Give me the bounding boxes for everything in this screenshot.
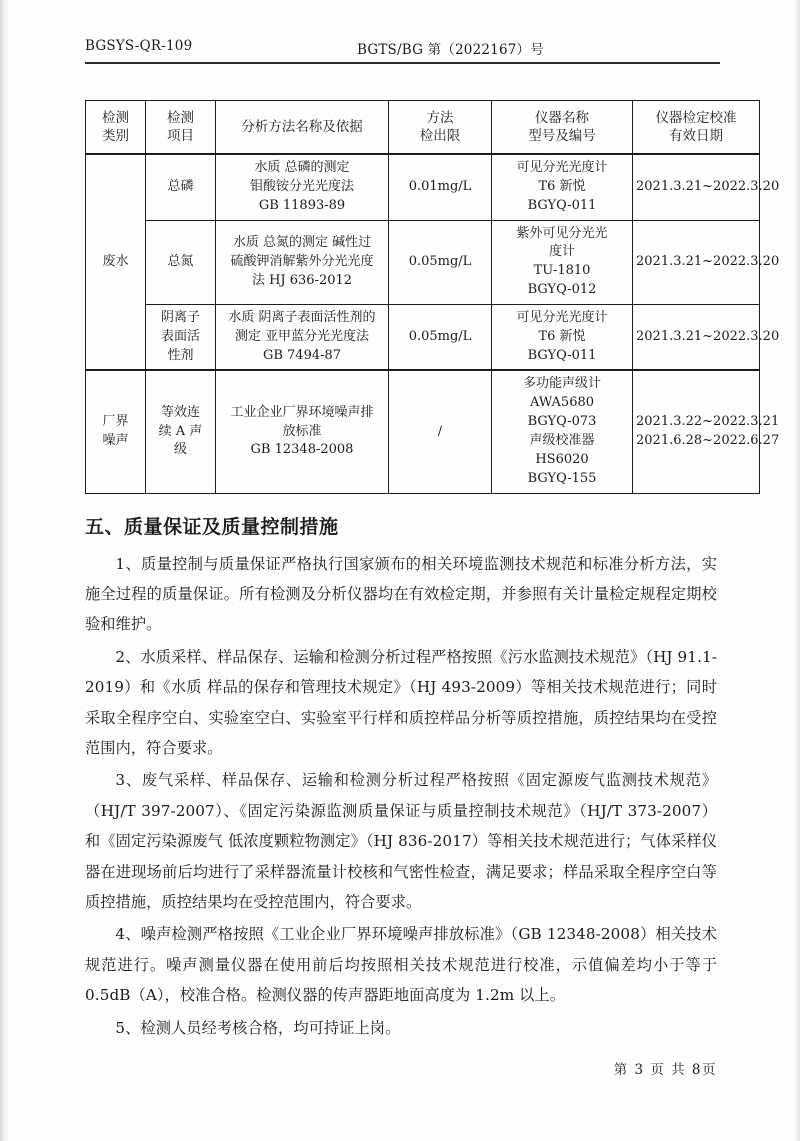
table-header-row [86, 101, 760, 155]
header-rule [85, 62, 720, 64]
col-header-item-line2: 项目 [167, 128, 194, 144]
cell-method [216, 220, 389, 304]
cell-category-boundary-noise [86, 370, 146, 493]
cell-method-line: GB 7494-87 [262, 347, 342, 363]
cell-method-line: GB 11893-89 [258, 197, 346, 213]
cell-item-line: 性剂 [167, 347, 194, 363]
cell-calibration-date [633, 370, 780, 493]
cell-instrument-line: 度计 [548, 244, 575, 260]
cell-method-line: 放标准 [282, 423, 322, 439]
page-footer [85, 1058, 717, 1078]
cell-instrument [492, 220, 633, 304]
cell-date-line: 2021.3.21~2022.3.20 [636, 178, 780, 194]
col-header-date-line1: 仪器检定校准 [655, 109, 737, 126]
table-row [86, 304, 760, 370]
cell-category-wastewater: 废水 [86, 154, 146, 370]
cell-item-line: 等效连 [160, 404, 200, 420]
cell-instrument-line: BGYQ-012 [527, 282, 597, 298]
cell-date-line: 2021.6.28~2022.6.27 [636, 432, 780, 448]
cell-method-line: 法 HJ 636-2012 [251, 272, 353, 288]
table-row [86, 154, 760, 220]
cell-calibration-date [633, 304, 780, 370]
cell-method-line: 水质 总氮的测定 碱性过 [232, 234, 372, 250]
col-header-date-line2: 有效日期 [669, 128, 723, 144]
table-header [86, 101, 760, 155]
col-header-category-line1: 检测 [102, 109, 129, 126]
col-header-instrument [492, 101, 633, 155]
cell-method-line: 工业企业厂界环境噪声排 [230, 404, 374, 420]
page-number-label: 第 3 页 共 8页 [613, 1062, 717, 1078]
page-sheet [85, 0, 780, 1045]
cell-date-line: 2021.3.22~2022.3.21 [636, 414, 780, 430]
cell-method-line: 测定 亚甲蓝分光光度法 [234, 328, 370, 344]
cell-instrument-line: 可见分光光度计 [516, 160, 608, 175]
cell-item [146, 304, 216, 370]
cell-detection-limit: / [389, 370, 492, 493]
cell-item [146, 220, 216, 304]
col-header-item [146, 101, 216, 155]
cell-instrument-line: 可见分光光度计 [516, 309, 608, 325]
method-instrument-table [85, 100, 780, 494]
form-code: BGSYS-QR-109 [85, 38, 193, 54]
report-number: BGTS/BG 第（2022167）号 [357, 42, 544, 58]
section-paragraph-2: 2、水质采样、样品保存、运输和检测分析过程严格按照《污水监测技术规范》（HJ 91.1-2019）和《水质 样品的保存和管理技术规定》（HJ 493-2009）等相关技术规范进行；同时采取全程序空白、实验室空白、实验室平行样和质控样品分析等质控措施，质控结果均在受控范围内，符合要求。 [85, 647, 717, 757]
cell-instrument-line: BGYQ-011 [527, 197, 597, 213]
cell-item-line: 续 A 声 [158, 423, 203, 439]
section-paragraph-1: 1、质量控制与质量保证严格执行国家颁布的相关环境监测技术规范和标准分析方法，实施全过程的质量保证。所有检测及分析仪器均在有效检定期，并参照有关计量检定规程定期校验和维护。 [85, 554, 717, 634]
cell-calibration-date [633, 220, 780, 304]
cell-detection-limit: 0.01mg/L [389, 154, 492, 220]
cell-instrument-line: BGYQ-011 [527, 347, 597, 363]
cell-instrument-line: AWA5680 [529, 395, 595, 411]
cell-instrument-line: 声级校准器 [529, 432, 595, 448]
cell-method [216, 370, 389, 493]
col-header-limit-line1: 方法 [426, 109, 454, 126]
cell-detection-limit: 0.05mg/L [389, 220, 492, 304]
cell-instrument-line: BGYQ-073 [527, 414, 597, 430]
cell-method-line: 硫酸钾消解紫外分光光度 [230, 253, 374, 269]
cell-instrument [492, 154, 633, 220]
cell-item-line: 总磷 [167, 178, 194, 194]
col-header-item-line1: 检测 [167, 109, 194, 126]
section-title: 五、质量保证及质量控制措施 [85, 515, 339, 538]
cell-item-line: 阴离子 [160, 309, 200, 325]
cell-item-line: 表面活 [160, 328, 200, 344]
cell-instrument-line: 多功能声级计 [522, 376, 601, 392]
cell-item [146, 154, 216, 220]
cell-method-line: 水质 总磷的测定 [254, 160, 350, 175]
col-header-category [86, 101, 146, 155]
cell-method [216, 154, 389, 220]
cell-instrument-line: T6 新悦 [538, 328, 586, 344]
cell-instrument [492, 370, 633, 493]
col-header-method [216, 101, 389, 155]
table-body [86, 154, 780, 493]
table-row [86, 220, 760, 304]
col-header-instrument-line2: 型号及编号 [528, 128, 596, 144]
cell-calibration-date [633, 154, 780, 220]
cell-item-line: 级 [173, 442, 187, 458]
table-row [86, 370, 760, 493]
cell-instrument-line: TU-1810 [533, 263, 591, 279]
cell-date-line: 2021.3.21~2022.3.20 [636, 253, 780, 269]
cell-item-line: 总氮 [167, 253, 194, 269]
document-header [85, 0, 717, 78]
cell-method-line: GB 12348-2008 [250, 442, 354, 458]
cell-instrument-line: BGYQ-155 [527, 470, 597, 486]
cell-category-line: 厂界 [102, 414, 129, 430]
col-header-limit-line2: 检出限 [419, 128, 461, 144]
col-header-detection-limit [389, 101, 492, 155]
cell-date-line: 2021.3.21~2022.3.20 [636, 328, 780, 344]
cell-method-line: 钼酸铵分光光度法 [249, 178, 354, 194]
cell-method-line: 水质 阴离子表面活性剂的 [228, 309, 376, 325]
col-header-method-label: 分析方法名称及依据 [241, 118, 363, 135]
col-header-calibration-date [633, 101, 760, 155]
cell-method [216, 304, 389, 370]
section-paragraph-5: 5、检测人员经考核合格，均可持证上岗。 [115, 1018, 401, 1037]
cell-instrument [492, 304, 633, 370]
cell-detection-limit: 0.05mg/L [389, 304, 492, 370]
section-paragraph-4: 4、噪声检测严格按照《工业企业厂界环境噪声排放标准》（GB 12348-2008）相关技术规范进行。噪声测量仪器在使用前后均按照相关技术规范进行校准，示值偏差均小于等于 0.5dB（A），校准合格。检测仪器的传声器距地面高度为 1.2m 以上。 [85, 925, 717, 1005]
cell-instrument-line: HS6020 [535, 451, 589, 467]
cell-instrument-line: T6 新悦 [538, 178, 586, 194]
cell-instrument-line: 紫外可见分光光 [516, 225, 608, 241]
cell-item [146, 370, 216, 493]
col-header-category-line2: 类别 [102, 128, 129, 144]
col-header-instrument-line1: 仪器名称 [535, 109, 589, 126]
cell-category-line: 噪声 [102, 432, 129, 448]
section-paragraph-3: 3、废气采样、样品保存、运输和检测分析过程严格按照《固定源废气监测技术规范》（HJ/T 397-2007）、《固定污染源监测质量保证与质量控制技术规范》（HJ/T 373-2007）和《固定污染源废气 低浓度颗粒物测定》（HJ 836-2017）等相关技术规范进行；气体采样仪器在进现场前后均进行了采样器流量计校核和气密性检查，满足要求；样品采取全程序空白等质控措施，质控结果均在受控范围内，符合要求。 [85, 771, 717, 911]
